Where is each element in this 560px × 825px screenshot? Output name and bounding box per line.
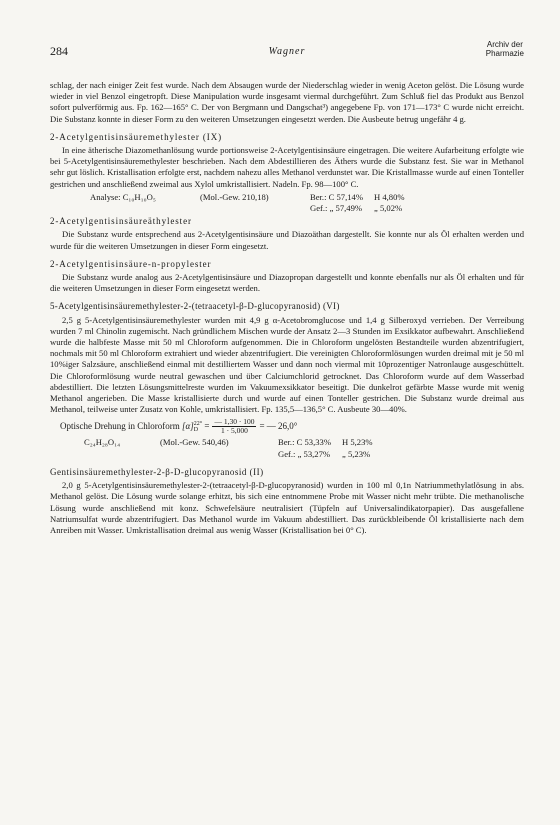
alpha-symbol: [α] bbox=[181, 421, 194, 432]
paragraph-intro: schlag, der nach einiger Zeit fest wurde. Nach dem Absaugen wurde der Niederschlag wieder in wenig Aceton gelöst. Die Lösung wurde wieder in viel Benzol eingetropft. Diese Manipulation wurde insgesamt viermal durchgeführt. Zum Schluß fiel das Produkt aus Benzol sofort pulverförmig aus. Fp. 162—165° C. Der von Bergmann und Dangschat³) angegebene Fp. von 171—173° C wurde nicht erreicht. Die Substanz konnte in dieser Form zu den weiteren Umsetzungen eingesetzt werden. Die Ausbeute betrug ungefähr 4 g. bbox=[50, 80, 524, 124]
optical-rotation bbox=[50, 418, 524, 435]
analysis-row-gef bbox=[84, 449, 524, 460]
analysis-calculated-c: Ber.: C 57,14% bbox=[310, 191, 363, 202]
analysis-block-vi bbox=[50, 437, 524, 459]
fraction-denominator: 1 · 5,000 bbox=[221, 426, 248, 436]
analysis-row-ber bbox=[84, 437, 524, 448]
analysis-found-h: „ 5,23% bbox=[342, 448, 371, 459]
analysis-row-ber bbox=[90, 192, 524, 203]
analysis-calculated-h: H 4,80% bbox=[374, 191, 405, 202]
analysis-calculated-h: H 5,23% bbox=[342, 437, 373, 448]
analysis-formula: C₂₄H₂₈O₁₄ bbox=[84, 437, 121, 448]
equals-sign: = bbox=[204, 421, 210, 432]
alpha-line: D bbox=[193, 426, 199, 433]
paragraph-propyl: Die Substanz wurde analog aus 2-Acetylgentisinsäure und Diazopropan dargestellt und konnte ebenfalls nur als Öl erhalten und für die weiteren Umsetzungen in dieser Form eingesetzt werden. bbox=[50, 272, 524, 294]
fraction-numerator: — 1,30 · 100 bbox=[214, 417, 255, 427]
page-number: 284 bbox=[50, 44, 68, 58]
analysis-block-ix bbox=[50, 192, 524, 214]
journal-line2: Pharmazie bbox=[485, 49, 524, 58]
analysis-formula: Analyse: C₁₀H₁₀O₅ bbox=[90, 191, 156, 202]
paragraph-ii: 2,0 g 5-Acetylgentisinsäuremethylester-2-(tetraacetyl-β-D-glucopyranosid) wurden in 100 ml 0,1n Natriummethylatlösung in abs. Methanol gelöst. Die Lösung wurde solange erhitzt, bis sich eine entnommene Probe mit Wasser nicht mehr trübte. Die methanolische Lösung wurde anschließend mit konz. Schwefelsäure neutralisiert (Tüpfeln auf Universalindikatorpapier). Das ausgefallene Natriumsulfat wurde abzentrifugiert. Das Methanol wurde im Vakuum abdestilliert. Das zurückbleibende Öl kristallisierte nach dem Anreiben mit Wasser. Umkristallisation dreimal aus wenig Wasser (Kristallisation bei 0° C). bbox=[50, 480, 524, 535]
running-author: Wagner bbox=[268, 46, 306, 57]
paragraph-ix: In eine ätherische Diazomethanlösung wurde portionsweise 2-Acetylgentisinsäure eingetragen. Die weitere Aufarbeitung erfolgte wie bei 5-Acetylgentisinsäuremethylester beschrieben. Nach dem Abdestillieren des Äthers wurde die Substanz fest. Sie war in Methanol sehr gut löslich. Kristallisation erfolgte erst, nachdem nahezu alles Methanol verdunstet war. Die Kristallmasse wurde auf einen Tonteller gestrichen und anschließend zweimal aus Xylol umkristallisiert. Nadeln. Fp. 98—100° C. bbox=[50, 145, 524, 189]
heading-ethyl: 2-Acetylgentisinsäureäthylester bbox=[50, 216, 192, 227]
journal-name bbox=[486, 40, 524, 58]
analysis-found-h: „ 5,02% bbox=[374, 203, 403, 214]
rotation-result: = — 26,0° bbox=[259, 421, 298, 432]
paragraph-vi: 2,5 g 5-Acetylgentisinsäuremethylester wurden mit 4,9 g α-Acetobromglucose und 1,4 g Silberoxyd verrieben. Der Verreibung wurden 7 ml Chinolin zugemischt. Nach gründlichem Mischen wurde der Ansatz 2—3 Stunden im Exsikkator aufbewahrt. Anschließend wurde die halbfeste Masse mit 50 ml Chloroform aufgenommen. Die in Chloroform ungelösten Bestandteile wurden abzentrifugiert, nochmals mit 50 ml Chloroform extrahiert und wieder abzentrifugiert. Die vereinigten Chloroformlösungen wurden dreimal mit je 50 ml 10%iger Salzsäure, anschließend einmal mit destilliertem Wasser und dann noch viermal mit 10prozentiger Natronlauge ausgeschüttelt. Die Chloroformlösung wurde neutral gewaschen und über Calciumchlorid getrocknet. Das Chloroform wurde auf dem Wasserbad abdestilliert. Die letzten Lösungsmittelreste wurden im Vakuumexsikkator beseitigt. Die dunkelrot gefärbte Masse wurde mit wenig Methanol angerieben. Die Masse kristallisierte durch und wurde auf einen Tonteller gestrichen. Die Substanz wurde dreimal aus Methanol, teilweise unter Zusatz von Kohle, umkristallisiert. Fp. 135,5—136,5° C. Ausbeute 30—40%. bbox=[50, 314, 524, 415]
optical-rotation-label: Optische Drehung in Chloroform bbox=[60, 421, 180, 432]
heading-vi: 5-Acetylgentisinsäuremethylester-2-(tetraacetyl-β-D-glucopyranosid) (VI) bbox=[50, 301, 340, 312]
analysis-molweight: (Mol.-Gew. 210,18) bbox=[200, 191, 269, 202]
analysis-molweight: (Mol.-Gew. 540,46) bbox=[160, 437, 229, 448]
journal-line1: Archiv der bbox=[486, 40, 523, 49]
analysis-found-c: Gef.: „ 57,49% bbox=[310, 203, 363, 214]
heading-propyl: 2-Acetylgentisinsäure-n-propylester bbox=[50, 258, 212, 269]
alpha-temperature: 22° bbox=[193, 420, 203, 427]
heading-ix: 2-Acetylgentisinsäuremethylester (IX) bbox=[50, 131, 222, 142]
heading-ii: Gentisinsäuremethylester-2-β-D-glucopyranosid (II) bbox=[50, 466, 264, 477]
analysis-row-gef bbox=[90, 203, 524, 214]
running-header bbox=[50, 38, 524, 62]
analysis-found-c: Gef.: „ 53,27% bbox=[278, 448, 331, 459]
rotation-fraction bbox=[212, 418, 256, 435]
paragraph-ethyl: Die Substanz wurde entsprechend aus 2-Acetylgentisinsäure und Diazoäthan dargestellt. Sie konnte nur als Öl erhalten werden und wurde für die weiteren Umsetzungen in dieser Form eingesetzt. bbox=[50, 229, 524, 251]
analysis-calculated-c: Ber.: C 53,33% bbox=[278, 437, 331, 448]
